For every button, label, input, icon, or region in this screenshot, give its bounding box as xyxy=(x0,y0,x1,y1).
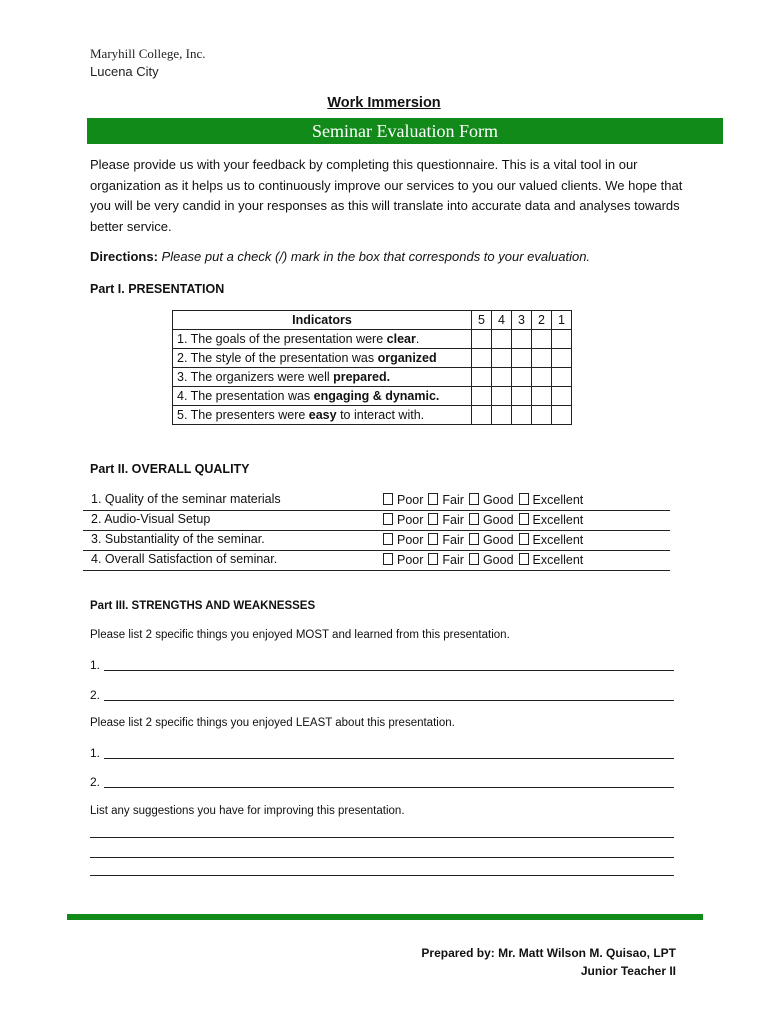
quality-label: 2. Audio-Visual Setup xyxy=(91,512,211,526)
rating-cell-5[interactable] xyxy=(472,330,492,349)
option-label: Good xyxy=(482,553,514,567)
option-poor[interactable] xyxy=(383,513,423,527)
rating-cell-1[interactable] xyxy=(552,330,572,349)
checkbox-icon xyxy=(469,533,479,545)
quality-row xyxy=(83,510,670,531)
rating-cell-4[interactable] xyxy=(492,387,512,406)
option-good[interactable] xyxy=(469,513,514,527)
checkbox-icon xyxy=(428,513,438,525)
option-label: Fair xyxy=(442,553,464,567)
rating-cell-4[interactable] xyxy=(492,349,512,368)
rating-cell-2[interactable] xyxy=(532,387,552,406)
quality-label: 1. Quality of the seminar materials xyxy=(91,492,281,506)
indicator-emphasis: organized xyxy=(377,351,437,365)
option-good[interactable] xyxy=(469,553,514,567)
option-label: Fair xyxy=(442,493,464,507)
line-number: 1. xyxy=(90,658,101,672)
option-label: Excellent xyxy=(532,533,584,547)
page-title-text: Work Immersion xyxy=(327,95,441,111)
prepared-by xyxy=(421,944,676,980)
option-label: Poor xyxy=(397,513,424,527)
option-label: Poor xyxy=(397,533,424,547)
option-label: Good xyxy=(482,513,514,527)
header-5: 5 xyxy=(472,311,492,330)
indicator-pre: 3. The organizers were well xyxy=(177,370,334,384)
checkbox-icon xyxy=(428,533,438,545)
write-line xyxy=(104,670,674,671)
answer-line[interactable] xyxy=(90,863,674,877)
indicator-emphasis: prepared. xyxy=(333,370,391,384)
option-good[interactable] xyxy=(469,493,514,507)
option-excellent[interactable] xyxy=(519,513,584,527)
rating-cell-2[interactable] xyxy=(532,349,552,368)
indicator-pre: 5. The presenters were xyxy=(177,408,309,422)
quality-options xyxy=(383,513,583,527)
checkbox-icon xyxy=(519,493,529,505)
indicator-emphasis: easy xyxy=(308,408,337,422)
option-label: Good xyxy=(482,533,514,547)
rating-cell-2[interactable] xyxy=(532,368,552,387)
quality-options xyxy=(383,533,583,547)
option-poor[interactable] xyxy=(383,533,423,547)
part2-heading: Part II. OVERALL QUALITY xyxy=(90,462,250,476)
rating-cell-3[interactable] xyxy=(512,330,532,349)
least-prompt: Please list 2 specific things you enjoyed LEAST about this presentation. xyxy=(90,717,455,729)
rating-cell-2[interactable] xyxy=(532,406,552,425)
part3-heading: Part III. STRENGTHS AND WEAKNESSES xyxy=(90,600,316,612)
intro-paragraph: Please provide us with your feedback by completing this questionnaire. This is a vital tool in our organization as it helps us to continuously improve our services to you our valued clients. We hope that you will be very candid in your responses as this will translate into accurate data and analyses towards better service. xyxy=(90,157,683,235)
indicator-text xyxy=(173,368,472,387)
directions-text: Please put a check (/) mark in the box that corresponds to your evaluation. xyxy=(161,249,591,264)
checkbox-icon xyxy=(519,533,529,545)
answer-line[interactable] xyxy=(90,825,674,839)
write-line xyxy=(90,875,674,876)
write-line xyxy=(90,837,674,838)
line-number: 2. xyxy=(90,688,101,702)
checkbox-icon xyxy=(383,513,393,525)
option-excellent[interactable] xyxy=(519,553,584,567)
rating-cell-3[interactable] xyxy=(512,387,532,406)
footer-divider xyxy=(67,914,703,920)
option-label: Poor xyxy=(397,493,424,507)
option-fair[interactable] xyxy=(428,493,464,507)
header-3: 3 xyxy=(512,311,532,330)
option-label: Good xyxy=(482,493,514,507)
rating-cell-4[interactable] xyxy=(492,406,512,425)
quality-row xyxy=(83,490,670,511)
checkbox-icon xyxy=(469,553,479,565)
indicator-pre: 1. The goals of the presentation were xyxy=(177,332,387,346)
indicator-emphasis: clear xyxy=(386,332,416,346)
write-line xyxy=(104,758,674,759)
indicator-text xyxy=(173,349,472,368)
checkbox-icon xyxy=(428,493,438,505)
indicator-text xyxy=(173,406,472,425)
rating-cell-5[interactable] xyxy=(472,387,492,406)
rating-cell-5[interactable] xyxy=(472,368,492,387)
checkbox-icon xyxy=(519,513,529,525)
quality-options xyxy=(383,553,583,567)
quality-row xyxy=(83,550,670,571)
indicator-text xyxy=(173,387,472,406)
rating-cell-1[interactable] xyxy=(552,368,572,387)
most-prompt: Please list 2 specific things you enjoyed MOST and learned from this presentation. xyxy=(90,629,510,641)
school-name: Maryhill College, Inc. xyxy=(90,46,206,61)
answer-line[interactable] xyxy=(90,746,674,760)
answer-line[interactable] xyxy=(90,688,674,702)
table-row xyxy=(173,330,572,349)
checkbox-icon xyxy=(428,553,438,565)
rating-cell-1[interactable] xyxy=(552,406,572,425)
header-1: 1 xyxy=(552,311,572,330)
answer-line[interactable] xyxy=(90,658,674,672)
header-4: 4 xyxy=(492,311,512,330)
table-row xyxy=(173,406,572,425)
rating-cell-3[interactable] xyxy=(512,368,532,387)
option-label: Excellent xyxy=(532,553,584,567)
table-row xyxy=(173,349,572,368)
rating-cell-5[interactable] xyxy=(472,406,492,425)
checkbox-icon xyxy=(519,553,529,565)
indicator-emphasis: engaging & dynamic. xyxy=(313,389,440,403)
checkbox-icon xyxy=(383,553,393,565)
indicator-pre: 2. The style of the presentation was xyxy=(177,351,378,365)
table-header-row xyxy=(173,311,572,330)
header-2: 2 xyxy=(532,311,552,330)
line-number: 2. xyxy=(90,775,101,789)
indicator-post: . xyxy=(415,332,420,346)
option-label: Excellent xyxy=(532,493,584,507)
write-line xyxy=(90,857,674,858)
directions xyxy=(90,248,590,266)
rating-cell-3[interactable] xyxy=(512,406,532,425)
checkbox-icon xyxy=(383,493,393,505)
suggest-prompt: List any suggestions you have for improving this presentation. xyxy=(90,805,405,817)
rating-cell-4[interactable] xyxy=(492,368,512,387)
write-line xyxy=(104,787,674,788)
table-row xyxy=(173,368,572,387)
indicator-pre: 4. The presentation was xyxy=(177,389,314,403)
option-excellent[interactable] xyxy=(519,533,584,547)
header-indicators: Indicators xyxy=(173,311,472,330)
option-good[interactable] xyxy=(469,533,514,547)
option-poor[interactable] xyxy=(383,553,423,567)
option-label: Fair xyxy=(442,533,464,547)
prepared-by-position: Junior Teacher II xyxy=(580,964,676,978)
option-fair[interactable] xyxy=(428,513,464,527)
option-fair[interactable] xyxy=(428,553,464,567)
rating-cell-5[interactable] xyxy=(472,349,492,368)
answer-line[interactable] xyxy=(90,775,674,789)
checkbox-icon xyxy=(383,533,393,545)
presentation-table xyxy=(172,310,572,425)
quality-options xyxy=(383,493,583,507)
rating-cell-3[interactable] xyxy=(512,349,532,368)
quality-label: 4. Overall Satisfaction of seminar. xyxy=(91,552,278,566)
page-title xyxy=(0,95,768,111)
form-banner: Seminar Evaluation Form xyxy=(87,118,723,144)
directions-label: Directions: xyxy=(90,249,158,264)
line-number: 1. xyxy=(90,746,101,760)
indicator-post: to interact with. xyxy=(336,408,425,422)
option-label: Excellent xyxy=(532,513,584,527)
prepared-by-name: Prepared by: Mr. Matt Wilson M. Quisao, LPT xyxy=(421,946,676,960)
option-label: Poor xyxy=(397,553,424,567)
rating-cell-1[interactable] xyxy=(552,349,572,368)
option-poor[interactable] xyxy=(383,493,423,507)
write-line xyxy=(104,700,674,701)
school-city: Lucena City xyxy=(90,64,159,79)
rating-cell-1[interactable] xyxy=(552,387,572,406)
rating-cell-2[interactable] xyxy=(532,330,552,349)
checkbox-icon xyxy=(469,513,479,525)
option-excellent[interactable] xyxy=(519,493,584,507)
quality-label: 3. Substantiality of the seminar. xyxy=(91,532,265,546)
rating-cell-4[interactable] xyxy=(492,330,512,349)
quality-row xyxy=(83,530,670,551)
table-row xyxy=(173,387,572,406)
indicator-text xyxy=(173,330,472,349)
checkbox-icon xyxy=(469,493,479,505)
answer-line[interactable] xyxy=(90,845,674,859)
part1-heading: Part I. PRESENTATION xyxy=(90,282,225,296)
option-label: Fair xyxy=(442,513,464,527)
option-fair[interactable] xyxy=(428,533,464,547)
